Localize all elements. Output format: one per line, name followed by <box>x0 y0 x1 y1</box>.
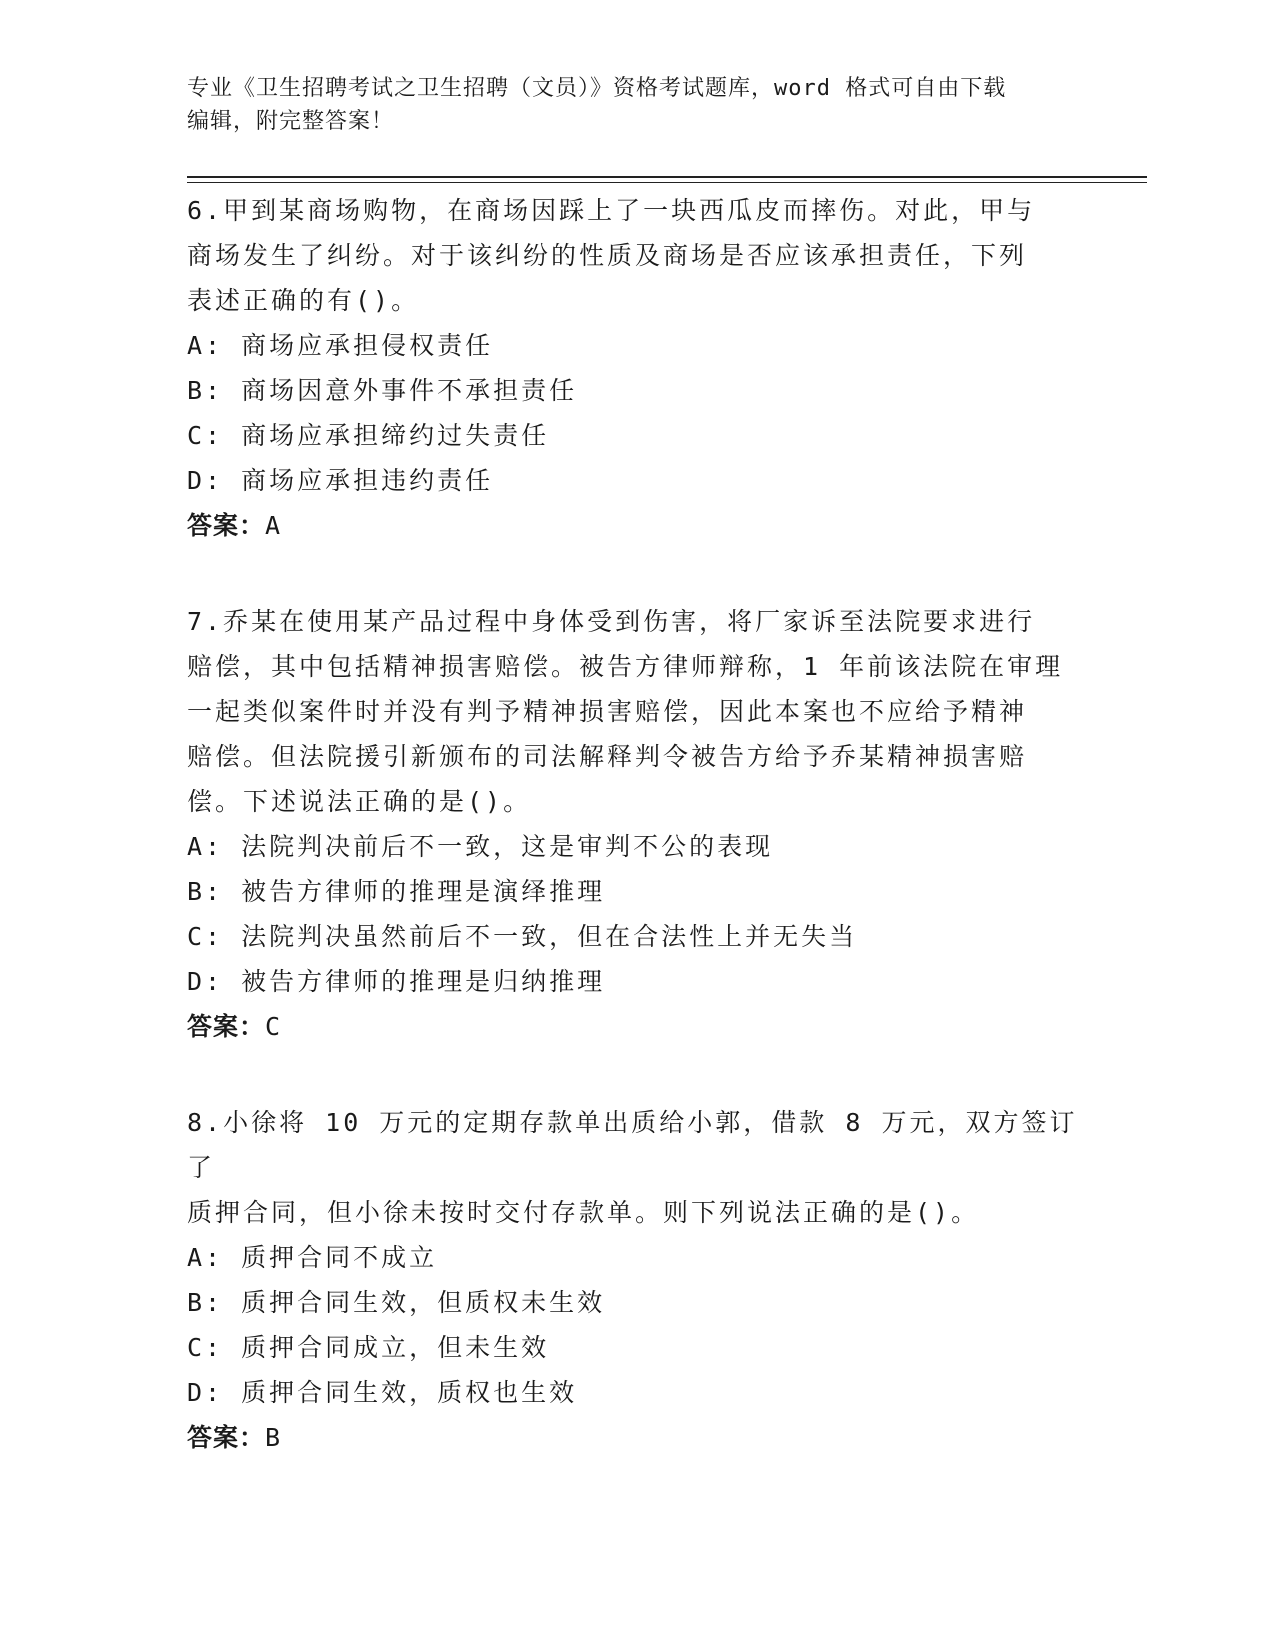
stem-line: 一起类似案件时并没有判予精神损害赔偿，因此本案也不应给予精神 <box>187 697 1028 726</box>
option-c: C: 质押合同成立，但未生效 <box>187 1333 550 1362</box>
stem-line: 赔偿，其中包括精神损害赔偿。被告方律师辩称，1 年前该法院在审理 <box>187 652 1064 681</box>
stem-line: 6.甲到某商场购物，在商场因踩上了一块西瓜皮而摔伤。对此，甲与 <box>187 196 1036 225</box>
answer-line <box>187 1415 1087 1460</box>
header-line-2: 编辑，附完整答案！ <box>187 109 395 134</box>
answer-line <box>187 1004 1087 1049</box>
answer-label: 答案： <box>187 511 266 540</box>
stem-line: 8.小徐将 10 万元的定期存款单出质给小郭，借款 8 万元，双方签订了 <box>187 1108 1078 1182</box>
option-d: D: 被告方律师的推理是归纳推理 <box>187 967 606 996</box>
option-b: B: 商场因意外事件不承担责任 <box>187 376 578 405</box>
option-d: D: 质押合同生效，质权也生效 <box>187 1378 578 1407</box>
header-divider-thin <box>187 182 1147 183</box>
stem-line: 偿。下述说法正确的是()。 <box>187 787 532 816</box>
question-stem <box>187 599 1087 824</box>
stem-line: 7.乔某在使用某产品过程中身体受到伤害，将厂家诉至法院要求进行 <box>187 607 1036 636</box>
answer-line <box>187 503 1087 548</box>
question-7 <box>187 599 1087 1049</box>
answer-value: A <box>265 511 282 540</box>
answer-value: B <box>265 1423 282 1452</box>
question-stem <box>187 1100 1087 1235</box>
option-c: C: 法院判决虽然前后不一致，但在合法性上并无失当 <box>187 922 858 951</box>
answer-label: 答案： <box>187 1012 266 1041</box>
option-d: D: 商场应承担违约责任 <box>187 466 494 495</box>
stem-line: 赔偿。但法院援引新颁布的司法解释判令被告方给予乔某精神损害赔 <box>187 742 1028 771</box>
question-8 <box>187 1100 1087 1460</box>
answer-label: 答案： <box>187 1423 266 1452</box>
stem-line: 表述正确的有()。 <box>187 286 420 315</box>
question-stem <box>187 188 1087 323</box>
stem-line: 商场发生了纠纷。对于该纠纷的性质及商场是否应该承担责任，下列 <box>187 241 1028 270</box>
option-c: C: 商场应承担缔约过失责任 <box>187 421 550 450</box>
question-list <box>187 188 1087 1511</box>
option-b: B: 质押合同生效，但质权未生效 <box>187 1288 606 1317</box>
stem-line: 质押合同，但小徐未按时交付存款单。则下列说法正确的是()。 <box>187 1198 980 1227</box>
option-b: B: 被告方律师的推理是演绎推理 <box>187 877 606 906</box>
header-line-1: 专业《卫生招聘考试之卫生招聘（文员）》资格考试题库，word 格式可自由下载 <box>187 76 1007 101</box>
header-divider-thick <box>187 176 1147 178</box>
option-a: A: 法院判决前后不一致，这是审判不公的表现 <box>187 832 774 861</box>
document-header <box>187 72 1067 138</box>
question-6 <box>187 188 1087 548</box>
option-a: A: 质押合同不成立 <box>187 1243 438 1272</box>
answer-value: C <box>265 1012 282 1041</box>
option-a: A: 商场应承担侵权责任 <box>187 331 494 360</box>
